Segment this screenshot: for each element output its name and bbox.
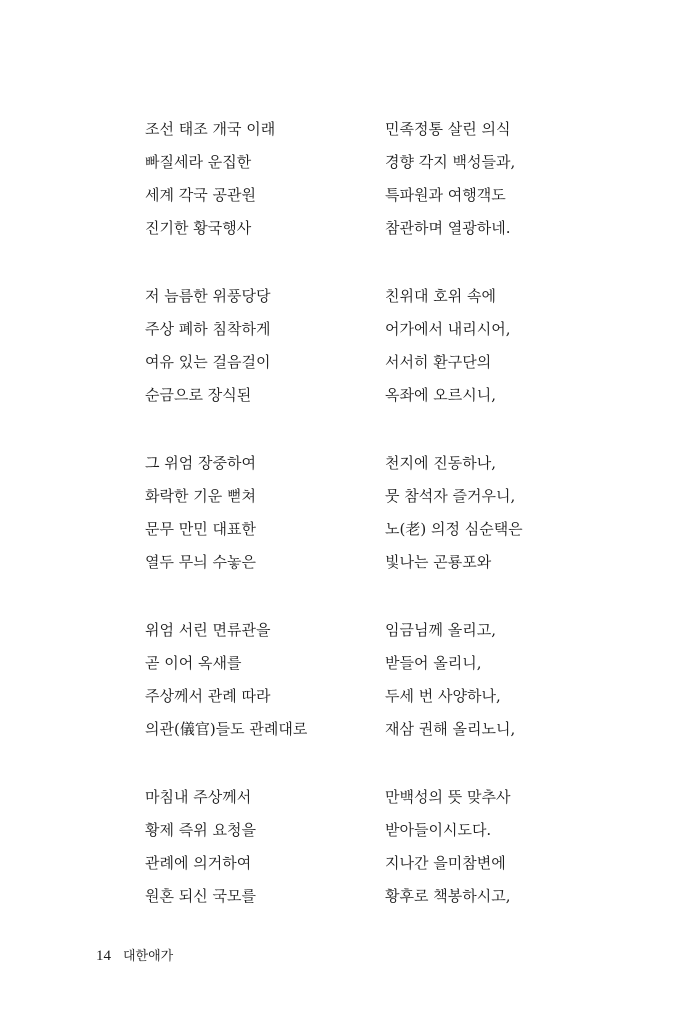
poem-line: 천지에 진동하나, (385, 454, 496, 472)
poem-line: 빛나는 곤룡포와 (385, 553, 492, 571)
stanza-right-column (385, 781, 565, 913)
poem-line: 노(老) 의정 심순택은 (385, 520, 523, 538)
poem-line: 열두 무늬 수놓은 (145, 553, 256, 571)
stanza-left-column (145, 280, 385, 412)
poem-line: 저 늠름한 위풍당당 (145, 287, 271, 305)
stanza-right-column (385, 280, 565, 412)
poem-line: 두세 번 사양하나, (385, 687, 501, 705)
running-title: 대한애가 (123, 949, 174, 964)
poem-line: 세계 각국 공관원 (145, 186, 256, 204)
poem-line: 주상께서 관례 따라 (145, 687, 271, 705)
poem-line: 문무 만민 대표한 (145, 520, 256, 538)
poem-line: 순금으로 장식된 (145, 386, 252, 404)
poem-line: 받아들이시도다. (385, 821, 492, 839)
page-number: 14 (96, 948, 111, 964)
poem-line: 경향 각지 백성들과, (385, 153, 516, 171)
poem-line: 조선 태조 개국 이래 (145, 120, 276, 138)
poem-line: 빠질세라 운집한 (145, 153, 252, 171)
poem-line: 임금님께 올리고, (385, 621, 496, 639)
poem-body (145, 113, 565, 948)
poem-line: 뭇 참석자 즐거우니, (385, 487, 516, 505)
stanza-right-column (385, 447, 565, 579)
poem-line: 받들어 올리니, (385, 654, 482, 672)
poem-line: 마침내 주상께서 (145, 788, 252, 806)
poem-line: 진기한 황국행사 (145, 219, 252, 237)
stanza-left-column (145, 781, 385, 913)
poem-line: 주상 폐하 침착하게 (145, 320, 271, 338)
stanza-1 (145, 113, 565, 245)
stanza-2 (145, 280, 565, 412)
stanza-3 (145, 447, 565, 579)
poem-line: 옥좌에 오르시니, (385, 386, 496, 404)
poem-line: 그 위엄 장중하여 (145, 454, 256, 472)
stanza-left-column (145, 614, 385, 746)
poem-line: 만백성의 뜻 맞추사 (385, 788, 511, 806)
poem-line: 어가에서 내리시어, (385, 320, 511, 338)
poem-line: 재삼 권해 올리노니, (385, 720, 516, 738)
poem-line: 지나간 을미참변에 (385, 854, 506, 872)
stanza-right-column (385, 614, 565, 746)
poem-line: 민족정통 살린 의식 (385, 120, 511, 138)
poem-line: 곧 이어 옥새를 (145, 654, 242, 672)
stanza-right-column (385, 113, 565, 245)
poem-line: 원혼 되신 국모를 (145, 887, 256, 905)
poem-line: 화락한 기운 뻗쳐 (145, 487, 256, 505)
poem-line: 서서히 환구단의 (385, 353, 492, 371)
stanza-left-column (145, 447, 385, 579)
poem-line: 친위대 호위 속에 (385, 287, 496, 305)
poem-line: 특파원과 여행객도 (385, 186, 506, 204)
poem-line: 관례에 의거하여 (145, 854, 252, 872)
poem-line: 황제 즉위 요청을 (145, 821, 256, 839)
poem-line: 여유 있는 걸음걸이 (145, 353, 271, 371)
poem-line: 참관하며 열광하네. (385, 219, 511, 237)
stanza-5 (145, 781, 565, 913)
page-footer (96, 945, 173, 965)
stanza-left-column (145, 113, 385, 245)
poem-line: 의관(儀官)들도 관례대로 (145, 720, 308, 738)
poem-line: 황후로 책봉하시고, (385, 887, 511, 905)
stanza-4 (145, 614, 565, 746)
poem-line: 위엄 서린 면류관을 (145, 621, 271, 639)
